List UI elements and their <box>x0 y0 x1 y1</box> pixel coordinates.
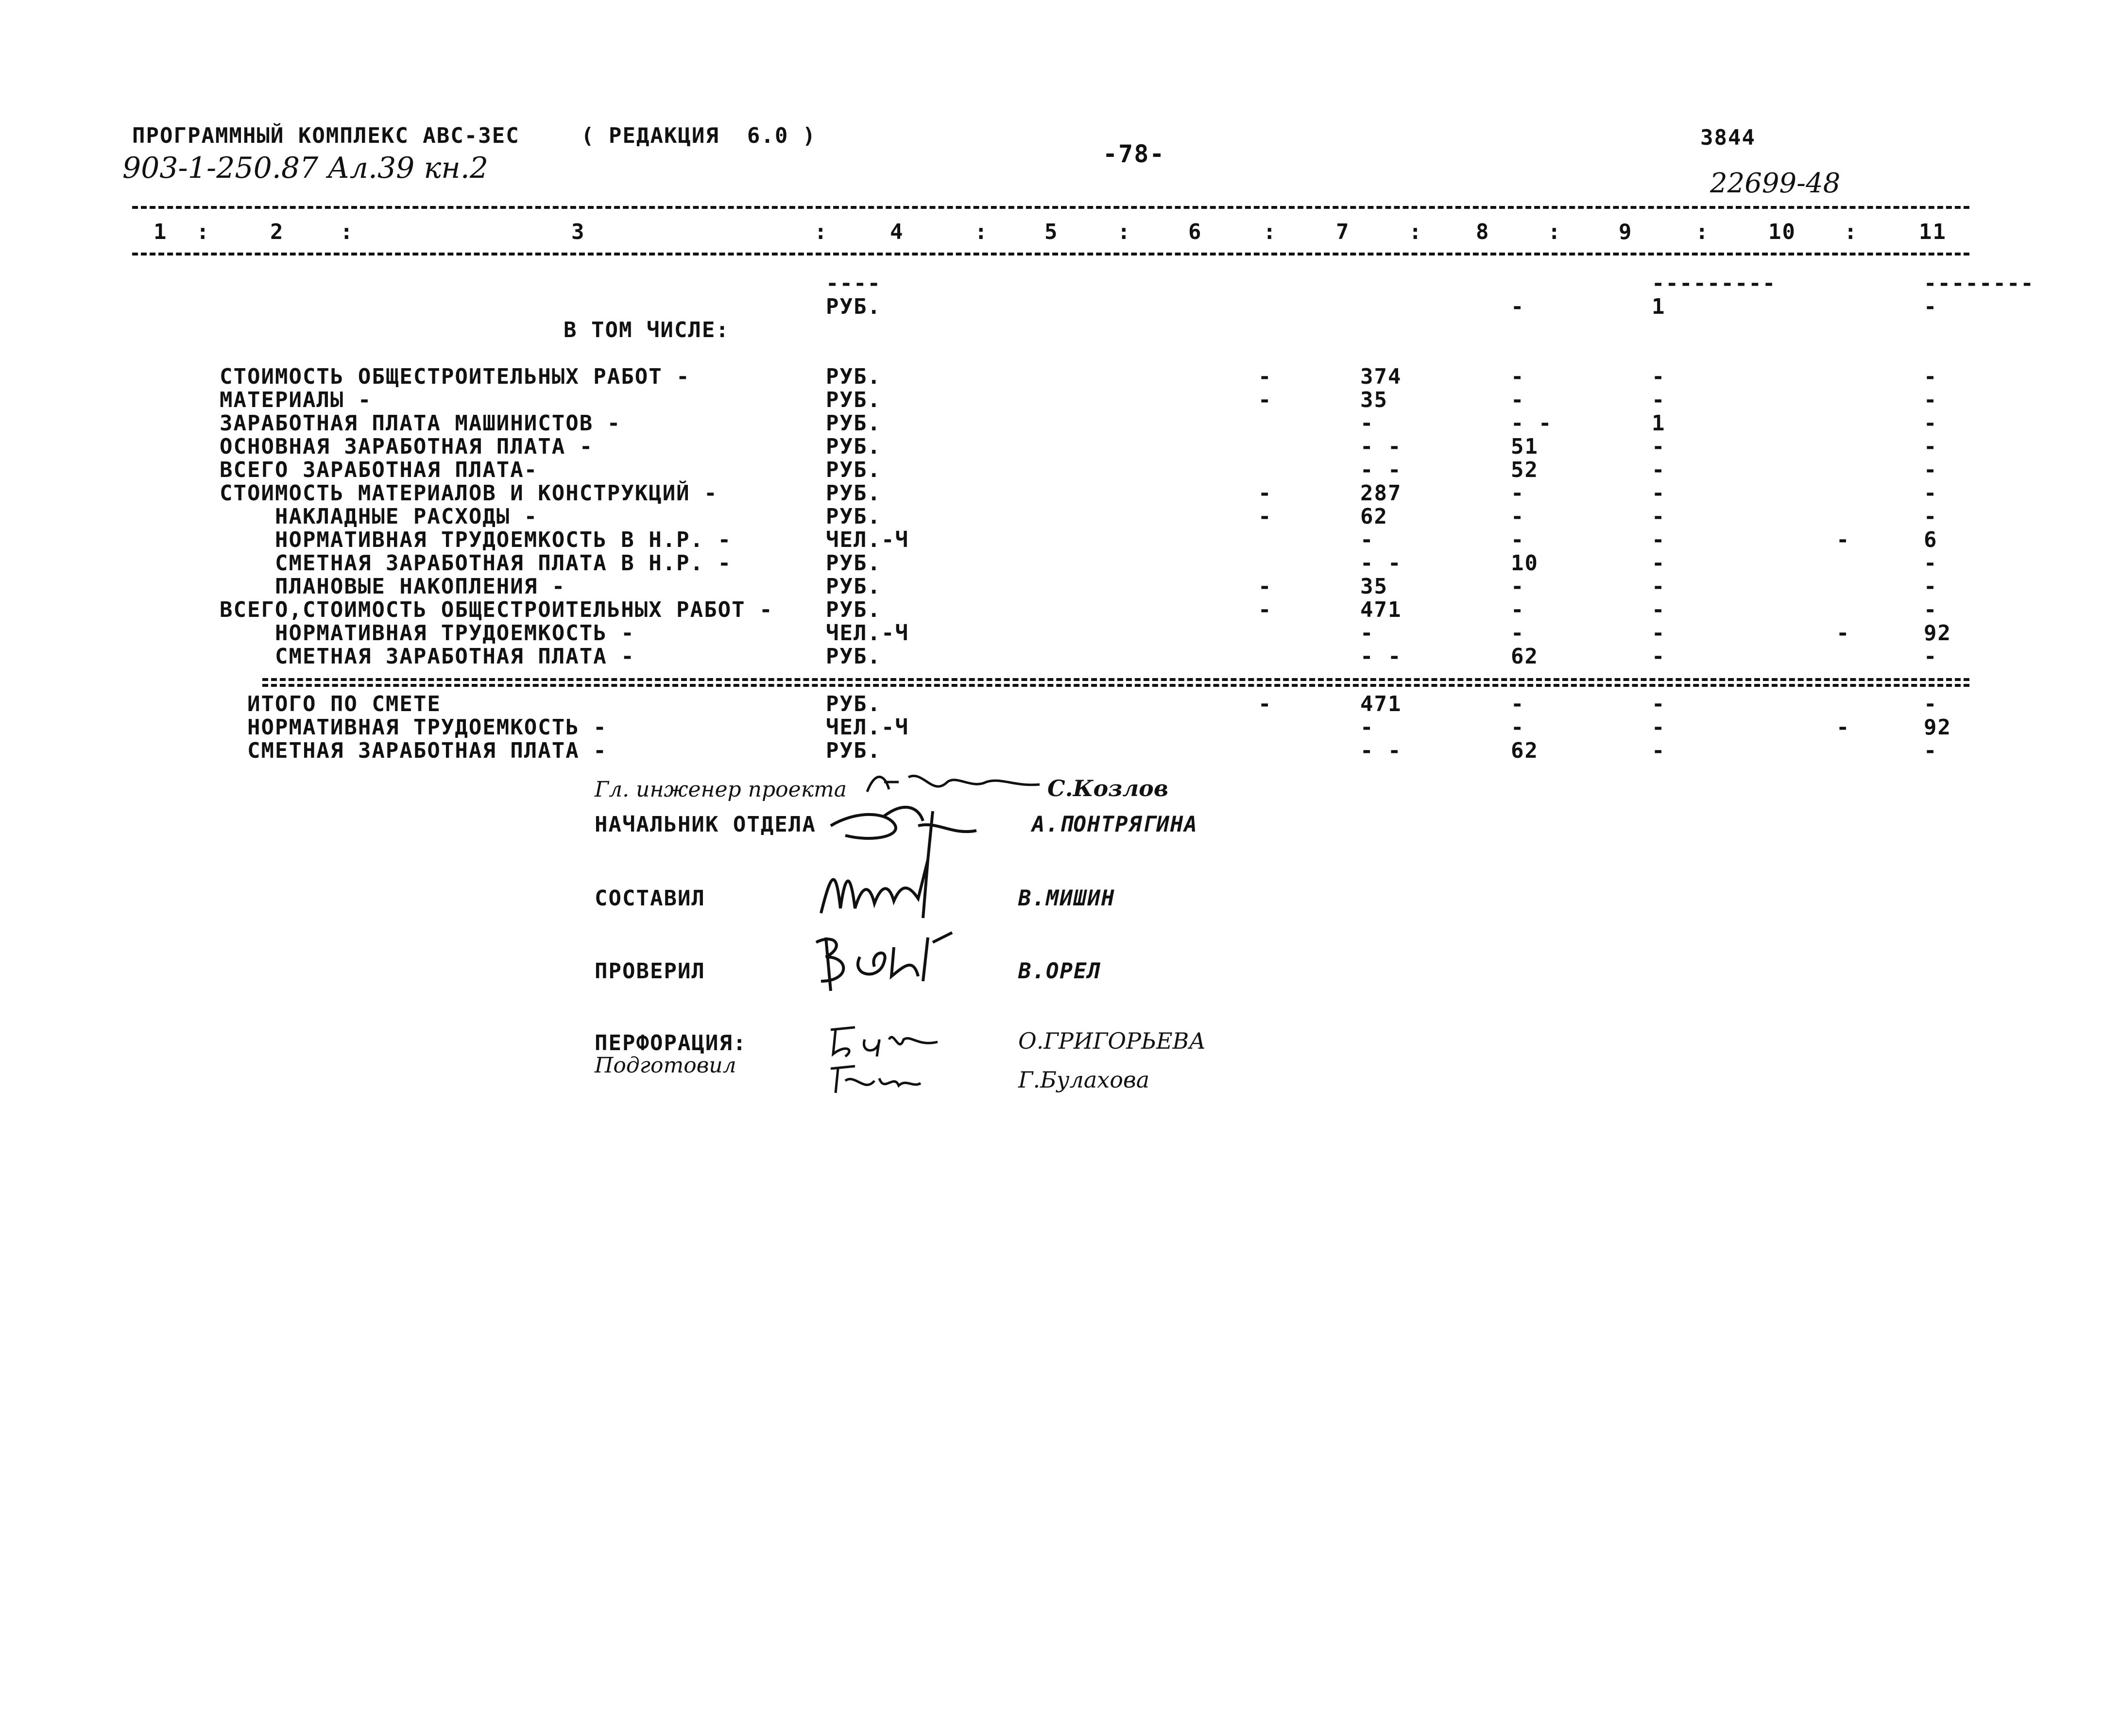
cell-c8: 62 <box>1511 644 1539 669</box>
cell-c9: - <box>1652 551 1666 576</box>
table-row <box>0 576 2120 599</box>
row-label: НОРМАТИВНАЯ ТРУДОЕМКОСТЬ - <box>220 621 635 646</box>
column-separator: : <box>814 220 828 244</box>
row-label: ПЛАНОВЫЕ НАКОПЛЕНИЯ - <box>220 574 566 599</box>
cell-c8: - <box>1511 597 1525 622</box>
column-separator: : <box>196 220 210 244</box>
cell-c9: - <box>1652 644 1666 669</box>
cell-c11: - <box>1924 481 1938 506</box>
column-number-8: 8 <box>1476 220 1490 244</box>
cell-c9: - <box>1652 621 1666 646</box>
row-label: ИТОГО ПО СМЕТЕ <box>220 692 441 716</box>
column-number-11: 11 <box>1919 220 1947 244</box>
chief-engineer-role: Гл. инженер проекта <box>595 777 847 802</box>
checked-signature <box>806 928 962 996</box>
doc-code-handwritten: 903-1-250.87 Ал.39 кн.2 <box>122 151 488 185</box>
cell-c10: - <box>1836 621 1850 646</box>
row-unit: РУБ. <box>826 388 881 412</box>
cell-c8: - <box>1511 364 1525 389</box>
cell-c7: 62 <box>1360 504 1388 529</box>
cell-c8: - <box>1511 692 1525 716</box>
row-unit: РУБ. <box>826 574 881 599</box>
column-separator: : <box>975 220 989 244</box>
compiled-signature <box>816 855 942 923</box>
table-row <box>0 623 2120 646</box>
row-label: НОРМАТИВНАЯ ТРУДОЕМКОСТЬ - <box>220 715 607 740</box>
cell-c9: - <box>1652 597 1666 622</box>
column-number-6: 6 <box>1188 220 1202 244</box>
cell-c10: - <box>1836 528 1850 552</box>
table-row <box>0 320 2120 343</box>
row-label: ОСНОВНАЯ ЗАРАБОТНАЯ ПЛАТА - <box>220 434 594 459</box>
table-row <box>0 599 2120 623</box>
row-unit: РУБ. <box>826 458 881 482</box>
column-number-9: 9 <box>1619 220 1633 244</box>
rule-before-totals-1 <box>262 678 1969 681</box>
cell-c9: 1 <box>1652 411 1666 436</box>
cell-c7: - - <box>1360 551 1402 576</box>
cell-c6: - <box>1258 574 1272 599</box>
row-unit: РУБ. <box>826 294 881 319</box>
column-separator: : <box>1409 220 1423 244</box>
dept-head-role: НАЧАЛЬНИК ОТДЕЛА <box>595 812 816 837</box>
table-row <box>0 343 2120 366</box>
cell-c11: - <box>1924 411 1938 436</box>
cell-c11: - <box>1924 458 1938 482</box>
column-number-2: 2 <box>270 220 284 244</box>
chief-engineer-name: С.Козлов <box>1047 775 1169 801</box>
cell-c6: - <box>1258 597 1272 622</box>
cell-c11: 92 <box>1924 715 1951 740</box>
column-number-7: 7 <box>1336 220 1350 244</box>
cell-c11: - <box>1924 294 1938 319</box>
cell-c7: 35 <box>1360 574 1388 599</box>
prepared-name: Г.Булахова <box>1018 1067 1150 1093</box>
cell-c11: - <box>1924 692 1938 716</box>
rule-top-2 <box>132 253 1969 255</box>
table-row <box>0 717 2120 740</box>
cell-c6: - <box>1258 481 1272 506</box>
rule-before-totals-2 <box>262 684 1969 687</box>
cell-c7: 374 <box>1360 364 1402 389</box>
row-label: В ТОМ ЧИСЛЕ: <box>564 318 730 342</box>
cell-c6: - <box>1258 364 1272 389</box>
column-number-5: 5 <box>1044 220 1059 244</box>
dept-head-signature <box>826 797 981 865</box>
cell-c8: - <box>1511 528 1525 552</box>
row-unit: РУБ. <box>826 551 881 576</box>
program-title: ПРОГРАММНЫЙ КОМПЛЕКС АВС-3ЕС <box>132 123 520 148</box>
cell-c11: - <box>1924 434 1938 459</box>
cell-c11: - <box>1924 504 1938 529</box>
cell-c8: - - <box>1511 411 1553 436</box>
row-unit: РУБ. <box>826 738 881 763</box>
table-row <box>0 529 2120 553</box>
cell-c11: - <box>1924 597 1938 622</box>
row-unit: ---- <box>826 271 881 296</box>
code-right: 3844 <box>1700 125 1756 150</box>
cell-c9: - <box>1652 528 1666 552</box>
prepared-signature <box>826 1059 923 1098</box>
compiled-role: СОСТАВИЛ <box>595 886 705 911</box>
perforation-signature <box>826 1020 942 1059</box>
row-unit: ЧЕЛ.-Ч <box>826 715 909 740</box>
checked-name: В.ОРЕЛ <box>1018 959 1101 984</box>
checked-role: ПРОВЕРИЛ <box>595 959 705 984</box>
cell-c7: - - <box>1360 644 1402 669</box>
cell-c6: - <box>1258 692 1272 716</box>
column-number-4: 4 <box>890 220 904 244</box>
table-row <box>0 740 2120 764</box>
cell-c9: - <box>1652 715 1666 740</box>
cell-c7: - <box>1360 528 1374 552</box>
cell-c8: 51 <box>1511 434 1539 459</box>
cell-c11: 92 <box>1924 621 1951 646</box>
row-unit: РУБ. <box>826 644 881 669</box>
cell-c8: - <box>1511 481 1525 506</box>
table-row <box>0 366 2120 390</box>
row-unit: РУБ. <box>826 364 881 389</box>
page-number: -78- <box>1103 140 1165 168</box>
cell-c8: - <box>1511 621 1525 646</box>
cell-c9: - <box>1652 574 1666 599</box>
row-label: МАТЕРИАЛЫ - <box>220 388 372 412</box>
cell-c10: - <box>1836 715 1850 740</box>
cell-c7: - <box>1360 715 1374 740</box>
table-row <box>0 553 2120 576</box>
cell-c8: - <box>1511 388 1525 412</box>
cell-c9: --------- <box>1652 271 1777 296</box>
cell-c11: - <box>1924 551 1938 576</box>
inventory-number-handwritten: 22699-48 <box>1710 168 1841 199</box>
table-row <box>0 436 2120 460</box>
cell-c8: 62 <box>1511 738 1539 763</box>
cell-c7: - - <box>1360 738 1402 763</box>
row-label: ВСЕГО ЗАРАБОТНАЯ ПЛАТА- <box>220 458 538 482</box>
cell-c9: - <box>1652 364 1666 389</box>
cell-c7: - - <box>1360 458 1402 482</box>
edition-label: ( РЕДАКЦИЯ 6.0 ) <box>581 123 817 148</box>
cell-c6: - <box>1258 388 1272 412</box>
table-row <box>0 460 2120 483</box>
row-unit: РУБ. <box>826 434 881 459</box>
row-unit: РУБ. <box>826 504 881 529</box>
cell-c8: - <box>1511 715 1525 740</box>
rule-top-1 <box>132 206 1969 209</box>
column-separator: : <box>1695 220 1710 244</box>
column-separator: : <box>1844 220 1858 244</box>
column-separator: : <box>1548 220 1562 244</box>
row-label: СТОИМОСТЬ МАТЕРИАЛОВ И КОНСТРУКЦИЙ - <box>220 481 718 506</box>
cell-c8: 10 <box>1511 551 1539 576</box>
cell-c8: - <box>1511 294 1525 319</box>
row-unit: РУБ. <box>826 481 881 506</box>
cell-c11: - <box>1924 364 1938 389</box>
perforation-role: ПЕРФОРАЦИЯ: <box>595 1031 747 1055</box>
table-row <box>0 506 2120 529</box>
cell-c11: - <box>1924 574 1938 599</box>
column-number-3: 3 <box>571 220 585 244</box>
cell-c9: - <box>1652 481 1666 506</box>
column-number-10: 10 <box>1768 220 1796 244</box>
table-row <box>0 413 2120 436</box>
row-label: ВСЕГО,СТОИМОСТЬ ОБЩЕСТРОИТЕЛЬНЫХ РАБОТ - <box>220 597 773 622</box>
table-row <box>0 483 2120 506</box>
cell-c8: 52 <box>1511 458 1539 482</box>
row-label: НАКЛАДНЫЕ РАСХОДЫ - <box>220 504 538 529</box>
row-label: СМЕТНАЯ ЗАРАБОТНАЯ ПЛАТА - <box>220 738 607 763</box>
table-row <box>0 390 2120 413</box>
table-row <box>0 296 2120 320</box>
cell-c11: -------- <box>1924 271 2035 296</box>
perforation-name: О.ГРИГОРЬЕВА <box>1018 1028 1206 1054</box>
column-number-1: 1 <box>154 220 168 244</box>
dept-head-name: А.ПОНТРЯГИНА <box>1032 812 1198 837</box>
row-unit: РУБ. <box>826 411 881 436</box>
cell-c11: - <box>1924 388 1938 412</box>
cell-c7: - <box>1360 411 1374 436</box>
cell-c7: 471 <box>1360 597 1402 622</box>
table-row <box>0 273 2120 296</box>
cell-c8: - <box>1511 574 1525 599</box>
cell-c11: - <box>1924 738 1938 763</box>
row-unit: РУБ. <box>826 692 881 716</box>
column-separator: : <box>1263 220 1277 244</box>
row-label: ЗАРАБОТНАЯ ПЛАТА МАШИНИСТОВ - <box>220 411 621 436</box>
row-unit: РУБ. <box>826 597 881 622</box>
cell-c7: 471 <box>1360 692 1402 716</box>
cell-c7: 287 <box>1360 481 1402 506</box>
compiled-name: В.МИШИН <box>1018 886 1115 911</box>
cell-c9: 1 <box>1652 294 1666 319</box>
row-label: НОРМАТИВНАЯ ТРУДОЕМКОСТЬ В Н.Р. - <box>220 528 732 552</box>
cell-c7: - <box>1360 621 1374 646</box>
table-row <box>0 694 2120 717</box>
cell-c9: - <box>1652 504 1666 529</box>
cell-c6: - <box>1258 504 1272 529</box>
row-unit: ЧЕЛ.-Ч <box>826 621 909 646</box>
cell-c9: - <box>1652 692 1666 716</box>
cell-c7: 35 <box>1360 388 1388 412</box>
cell-c11: 6 <box>1924 528 1938 552</box>
cell-c7: - - <box>1360 434 1402 459</box>
cell-c11: - <box>1924 644 1938 669</box>
cell-c9: - <box>1652 388 1666 412</box>
cell-c8: - <box>1511 504 1525 529</box>
cell-c9: - <box>1652 434 1666 459</box>
row-label: СМЕТНАЯ ЗАРАБОТНАЯ ПЛАТА - <box>220 644 635 669</box>
prepared-role: Подготовил <box>595 1053 736 1078</box>
column-separator: : <box>340 220 354 244</box>
table-row <box>0 646 2120 669</box>
row-unit: ЧЕЛ.-Ч <box>826 528 909 552</box>
cell-c9: - <box>1652 738 1666 763</box>
cell-c9: - <box>1652 458 1666 482</box>
row-label: СМЕТНАЯ ЗАРАБОТНАЯ ПЛАТА В Н.Р. - <box>220 551 732 576</box>
row-label: СТОИМОСТЬ ОБЩЕСТРОИТЕЛЬНЫХ РАБОТ - <box>220 364 690 389</box>
column-separator: : <box>1117 220 1131 244</box>
